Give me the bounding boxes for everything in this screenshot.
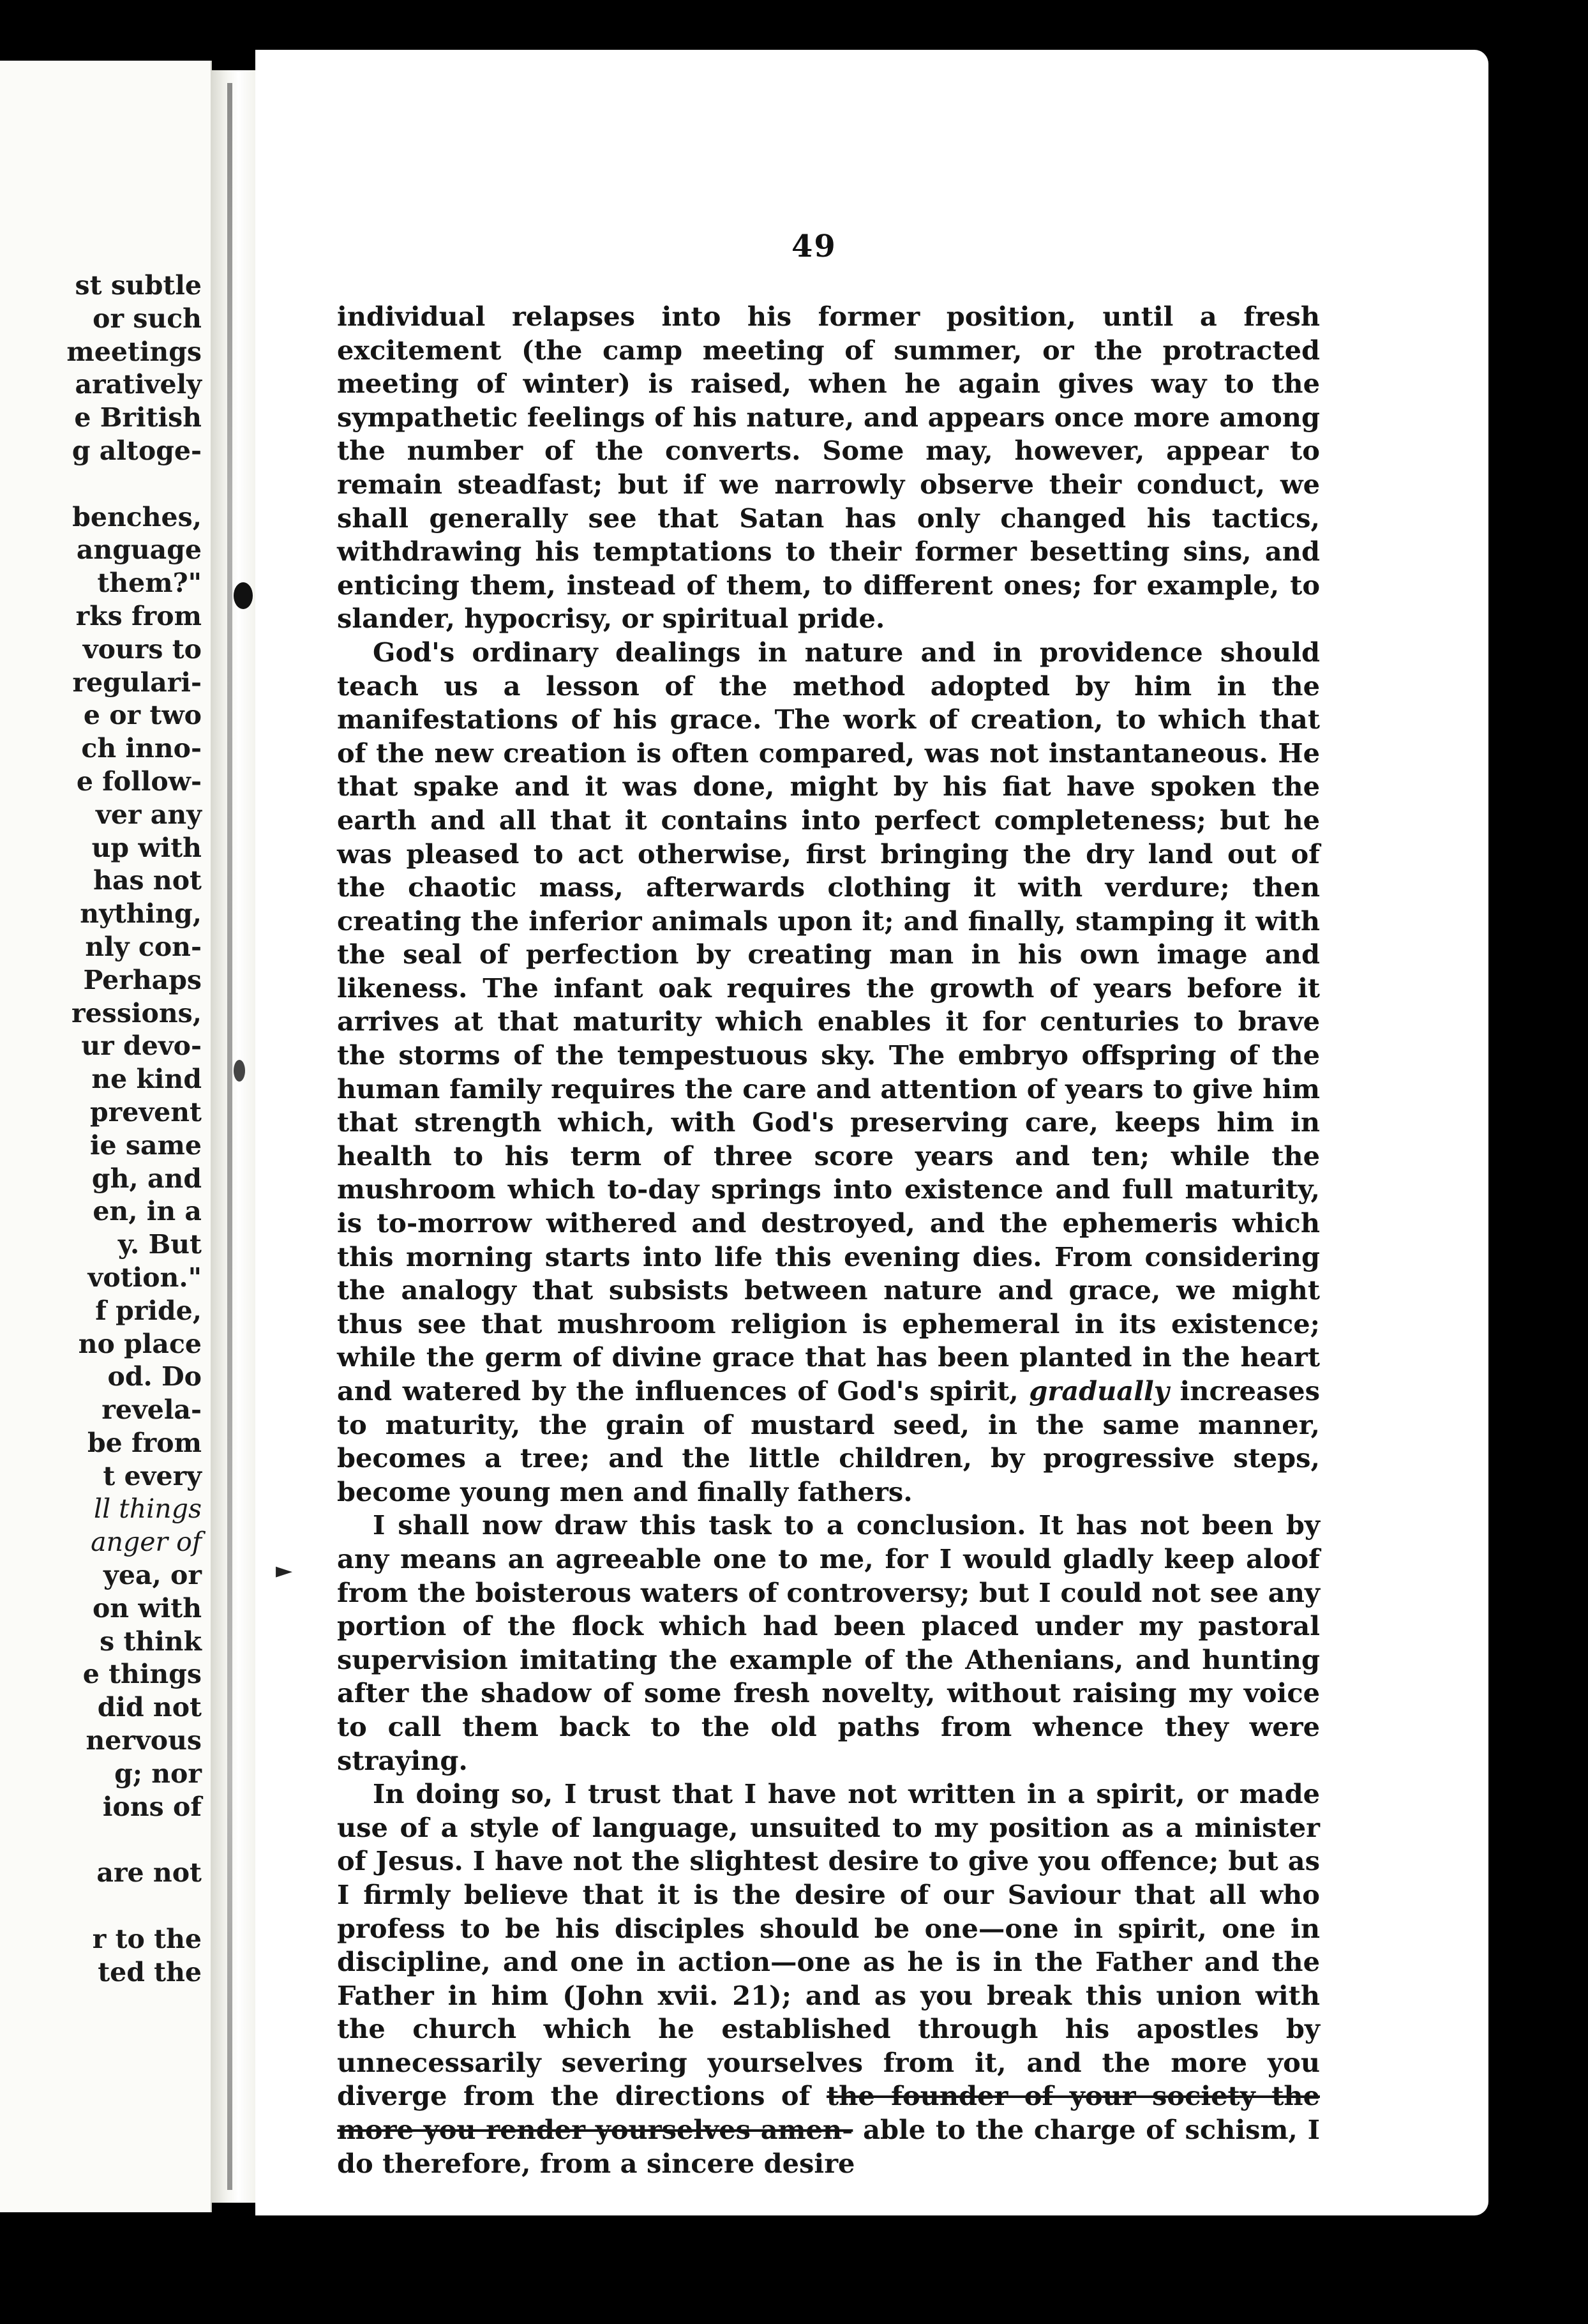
- previous-page-line: votion.": [87, 1262, 202, 1293]
- previous-page-line: on with: [92, 1592, 202, 1624]
- paragraph-2-text-end: increases to maturity, the grain of mustard seed, in the same manner, becomes a tree; and the little children, by progressive steps, become young men and finally fathers.: [337, 1375, 1321, 1507]
- previous-page-line: nervous: [86, 1725, 202, 1756]
- previous-page-line: e follow-: [76, 766, 202, 797]
- paragraph-2-italic-word: gradually: [1029, 1375, 1169, 1407]
- previous-page-line: no place: [78, 1328, 202, 1359]
- previous-page-line: gh, and: [91, 1163, 202, 1194]
- previous-page-line: meetings: [66, 336, 202, 367]
- previous-page-line: has not: [93, 865, 202, 896]
- previous-page-line: anger of: [91, 1527, 202, 1558]
- previous-page-line: [66, 1823, 202, 1857]
- page-body-text: [337, 300, 1320, 2180]
- previous-page-line: ver any: [96, 799, 202, 830]
- previous-page-text: [66, 269, 202, 1989]
- previous-page-line: ur devo-: [81, 1030, 202, 1062]
- previous-page-line: [66, 468, 202, 501]
- previous-page-line: benches,: [72, 501, 202, 532]
- previous-page-line: en, in a: [93, 1196, 202, 1227]
- previous-page-line: nly con-: [85, 931, 202, 962]
- previous-page-line: revela-: [101, 1394, 202, 1426]
- previous-page-line: prevent: [89, 1096, 202, 1128]
- previous-page-line: ll things: [94, 1493, 202, 1525]
- previous-page-line: yea, or: [103, 1560, 202, 1591]
- previous-page-line: nything,: [80, 898, 202, 930]
- previous-page-line: ch inno-: [81, 733, 202, 764]
- previous-page-line: them?": [97, 568, 202, 599]
- paragraph-3: I shall now draw this task to a conclusion. It has not been by any means an agreeable one to me, for I would gladly keep aloof from the boisterous waters of controversy; but I could not see any portion of the flock which had been placed under my pastoral supervision imitating the example of the Athenians, and hunting after the shadow of some fresh novelty, without raising my voice to call them back to the old paths from whence they were straying.: [337, 1509, 1320, 1776]
- previous-page-line: Perhaps: [83, 964, 202, 995]
- previous-page-line: e British: [74, 402, 202, 434]
- previous-page-line: s think: [100, 1626, 202, 1657]
- previous-page-line: ted the: [98, 1956, 202, 1988]
- paragraph-4-text: In doing so, I trust that I have not written in a spirit, or made use of a style of language, unsuited to my position as a minister of Jesus. I have not the slightest desire to give you offence; but as I firmly believe that it is the desire of our Saviour that all who profess to be his disciples should be one—one in spirit, one in discipline, and one in action—one as he is in the Father and the Father in him (John xvii. 21); and as you break this union with the church which he established through his apostles by unnecessarily severing yourselves from it, and the more you diverge from the directions of: [337, 1778, 1320, 2112]
- previous-page-line: ressions,: [71, 997, 202, 1029]
- previous-page-line: g altoge-: [71, 435, 202, 466]
- book-gutter: [211, 70, 257, 2203]
- binding-hole-bottom: [234, 1060, 245, 1082]
- previous-page-line: vours to: [82, 633, 202, 665]
- page-number: 49: [791, 229, 837, 264]
- previous-page-line: aratively: [75, 369, 202, 400]
- binding-spine: [227, 83, 232, 2190]
- previous-page-line: st subtle: [75, 270, 202, 301]
- previous-page-line: ie same: [89, 1129, 202, 1161]
- paragraph-2: [337, 636, 1320, 1509]
- previous-page-line: e or two: [83, 700, 202, 731]
- previous-page-line: ne kind: [91, 1064, 202, 1095]
- previous-page-line: [66, 1890, 202, 1923]
- previous-page-line: e things: [82, 1659, 202, 1690]
- paragraph-4: [337, 1777, 1320, 2180]
- previous-page-line: t every: [103, 1460, 202, 1491]
- previous-page-line: od. Do: [107, 1361, 202, 1392]
- previous-page-line: f pride,: [95, 1295, 202, 1326]
- paragraph-1: individual relapses into his former position, until a fresh excitement (the camp meeting of summer, or the protracted meeting of winter) is raised, when he again gives way to the sympathetic feelings of his nature, and appears once more among the number of the converts. Some may, however, appear to remain steadfast; but if we narrowly observe their conduct, we shall generally see that Satan has only changed his tactics, withdrawing his temptations to their former besetting sins, and enticing them, instead of them, to different ones; for example, to slander, hypocrisy, or spiritual pride.: [337, 301, 1320, 635]
- previous-page-line: anguage: [76, 534, 202, 566]
- previous-page-line: up with: [91, 832, 202, 863]
- previous-page-line: did not: [97, 1692, 202, 1723]
- binding-hole-top: [234, 582, 253, 609]
- previous-page-line: regulari-: [72, 667, 202, 698]
- paragraph-4-text-end: able to the charge of schism, I do therefore, from a sincere desire: [337, 2114, 1320, 2179]
- previous-page-line: r to the: [92, 1923, 202, 1954]
- previous-page-line: rks from: [75, 600, 202, 631]
- struck-through-line: the founder of your society the more you render yourselves amen-: [337, 2080, 1320, 2146]
- margin-mark-arrow: ►: [276, 1558, 293, 1583]
- previous-page-line: y. But: [117, 1229, 202, 1260]
- previous-page-line: be from: [87, 1427, 202, 1458]
- previous-page-line: are not: [96, 1857, 202, 1889]
- previous-page-fragment: [0, 61, 212, 2212]
- previous-page-line: ions of: [102, 1791, 202, 1822]
- previous-page-line: or such: [93, 303, 202, 334]
- previous-page-line: g; nor: [114, 1758, 202, 1789]
- paragraph-2-text: God's ordinary dealings in nature and in providence should teach us a lesson of the method adopted by him in the manifestations of his grace. The work of creation, to which that of the new creation is often compared, was not instantaneous. He that spake and it was done, might by his fiat have spoken the earth and all that it contains into perfect completeness; but he was pleased to act otherwise, first bringing the dry land out of the chaotic mass, afterwards clothing it with verdure; then creating the inferior animals upon it; and finally, stamping it with the seal of perfection by creating man in his own image and likeness. The infant oak requires the growth of years before it arrives at that maturity which enables it for centuries to brave the storms of the tempestuous sky. The embryo offspring of the human family requires the care and attention of years to give him that strength which, with God's preserving care, keeps him in health to his term of three score years and ten; while the mushroom which to-day springs into existence and full maturity, is to-morrow withered and destroyed, and the ephemeris which this morning starts into life this evening dies. From considering the analogy that subsists between nature and grace, we might thus see that mushroom religion is ephemeral in its existence; while the germ of divine grace that has been planted in the heart and watered by the influences of God's spirit,: [337, 636, 1320, 1407]
